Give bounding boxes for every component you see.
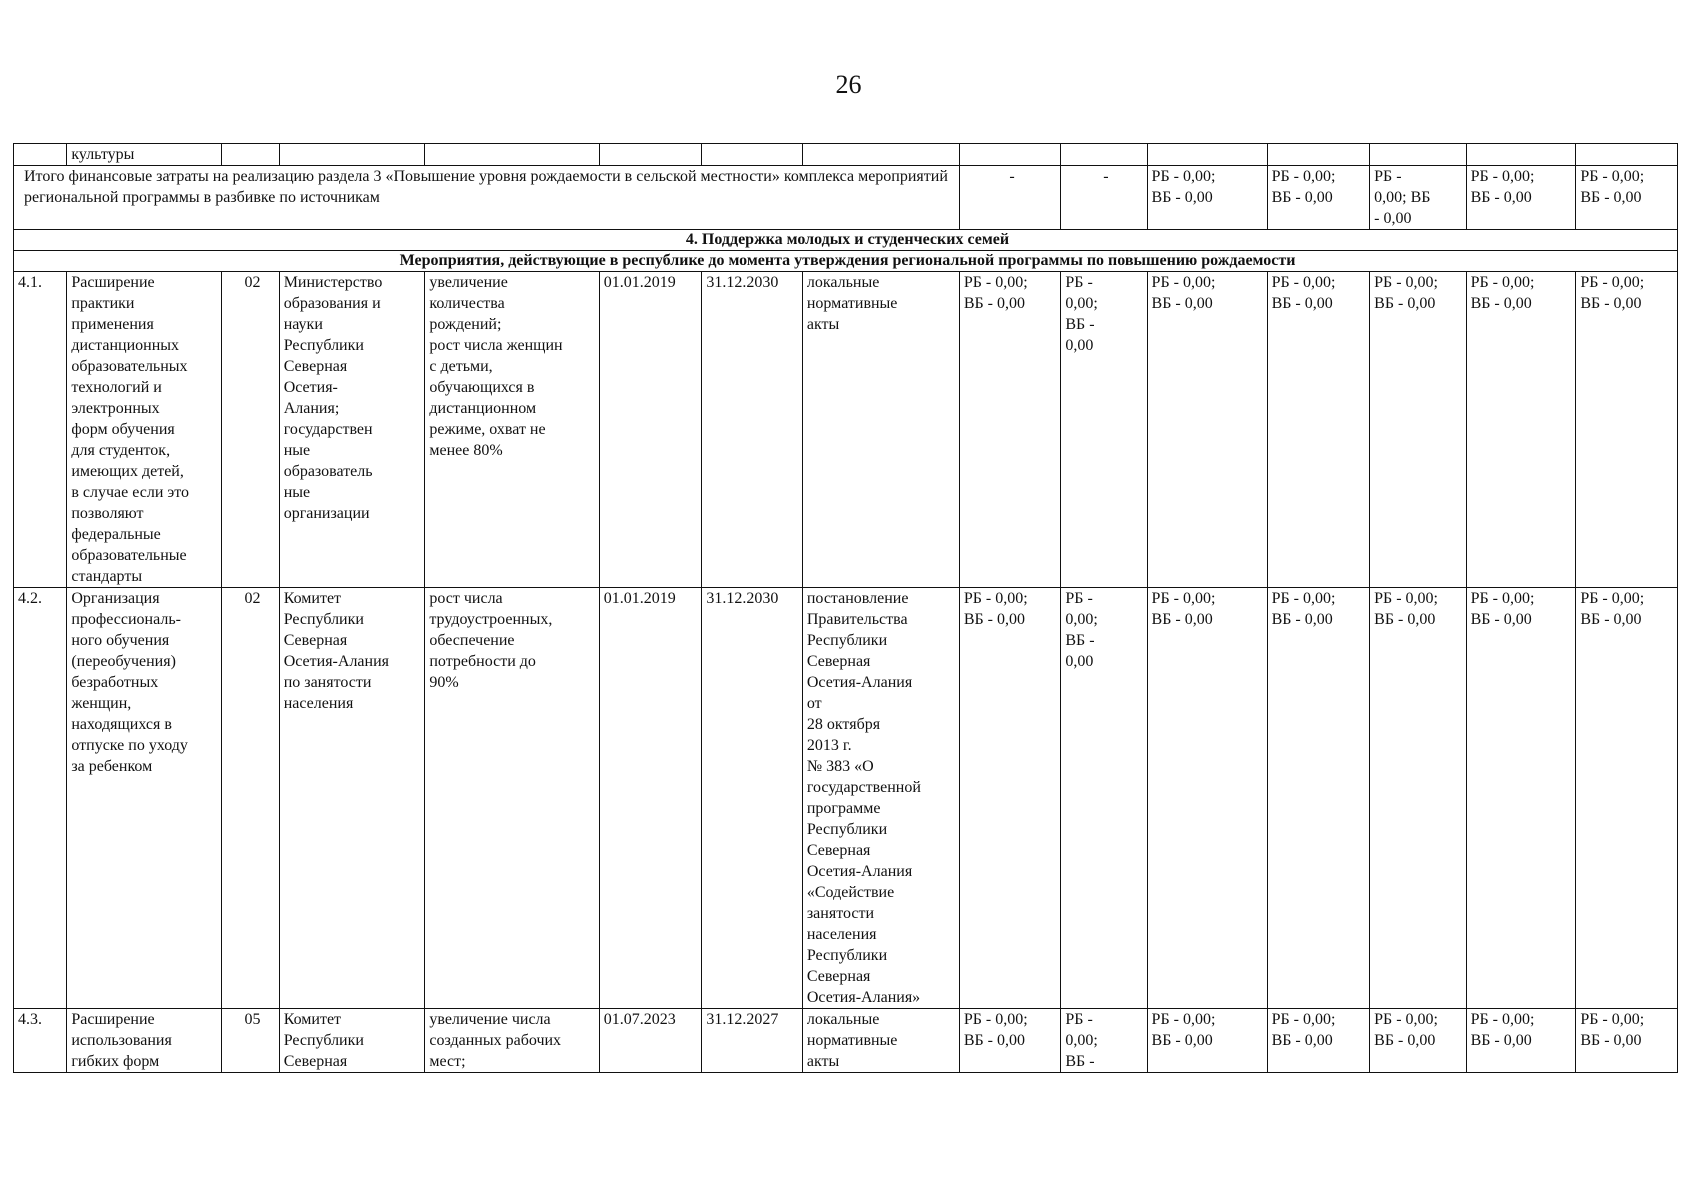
table-row bbox=[14, 144, 1678, 166]
cell-fin: РБ - 0,00; ВБ - 0,00 bbox=[1466, 1009, 1576, 1073]
page-number: 26 bbox=[835, 70, 862, 99]
cell-executor: Министерство образования и науки Республики Северная Осетия- Алания; государствен ные образователь ные организации bbox=[279, 272, 425, 588]
cell-executor: Комитет Республики Северная Осетия-Алания по занятости населения bbox=[279, 588, 425, 1009]
cell-result: увеличение количества рождений; рост числа женщин с детьми, обучающихся в дистанционном режиме, охват не менее 80% bbox=[425, 272, 599, 588]
table-row bbox=[14, 1009, 1678, 1073]
cell-num: 4.2. bbox=[14, 588, 67, 1009]
total-fin-cell: - bbox=[1061, 166, 1147, 230]
cell-fin: РБ - 0,00; ВБ - 0,00 bbox=[1576, 272, 1678, 588]
section-heading-row bbox=[14, 230, 1678, 251]
cell-fin: РБ - 0,00; ВБ - 0,00 bbox=[1267, 272, 1370, 588]
cell-executor: Комитет Республики Северная bbox=[279, 1009, 425, 1073]
cell-start-date: 01.07.2023 bbox=[599, 1009, 702, 1073]
total-fin-cell: РБ - 0,00; ВБ - 0,00 bbox=[1370, 166, 1466, 230]
cell-start-date: 01.01.2019 bbox=[599, 272, 702, 588]
cell-basis: постановление Правительства Республики Северная Осетия-Алания от 28 октября 2013 г. № 383 «О государственной программе Республики Северная Осетия-Алания «Содействие занятости населения Республики Северная Осетия-Алания» bbox=[802, 588, 959, 1009]
cell-code: 02 bbox=[222, 588, 279, 1009]
cell-fin: РБ - 0,00; ВБ - bbox=[1061, 1009, 1147, 1073]
section-heading: 4. Поддержка молодых и студенческих семей bbox=[14, 230, 1678, 251]
cell-fin: РБ - 0,00; ВБ - 0,00 bbox=[1576, 1009, 1678, 1073]
cell-name: культуры bbox=[67, 144, 222, 166]
cell-num: 4.1. bbox=[14, 272, 67, 588]
cell-code: 02 bbox=[222, 272, 279, 588]
cell-fin: РБ - 0,00; ВБ - 0,00 bbox=[1147, 588, 1267, 1009]
cell-basis: локальные нормативные акты bbox=[802, 272, 959, 588]
total-fin-cell: РБ - 0,00; ВБ - 0,00 bbox=[1267, 166, 1370, 230]
cell-basis: локальные нормативные акты bbox=[802, 1009, 959, 1073]
cell-fin: РБ - 0,00; ВБ - 0,00 bbox=[1267, 588, 1370, 1009]
cell-fin: РБ - 0,00; ВБ - 0,00 bbox=[959, 588, 1061, 1009]
cell-fin: РБ - 0,00; ВБ - 0,00 bbox=[1370, 588, 1466, 1009]
cell-fin: РБ - 0,00; ВБ - 0,00 bbox=[1147, 1009, 1267, 1073]
subsection-heading: Мероприятия, действующие в республике до момента утверждения региональной программы по повышению рождаемости bbox=[14, 251, 1678, 272]
program-table bbox=[13, 143, 1678, 1073]
cell-end-date: 31.12.2027 bbox=[702, 1009, 803, 1073]
cell-fin: РБ - 0,00; ВБ - 0,00 bbox=[1576, 588, 1678, 1009]
cell-fin: РБ - 0,00; ВБ - 0,00 bbox=[959, 272, 1061, 588]
table-row bbox=[14, 588, 1678, 1009]
cell-name: Организация профессиональ- ного обучения (переобучения) безработных женщин, находящихся в отпуске по уходу за ребенком bbox=[67, 588, 222, 1009]
cell-fin: РБ - 0,00; ВБ - 0,00 bbox=[1466, 588, 1576, 1009]
cell-result: увеличение числа созданных рабочих мест; bbox=[425, 1009, 599, 1073]
total-row bbox=[14, 166, 1678, 230]
total-fin-cell: - bbox=[959, 166, 1061, 230]
cell-name: Расширение практики применения дистанционных образовательных технологий и электронных форм обучения для студенток, имеющих детей, в случае если это позволяют федеральные образовательные стандарты bbox=[67, 272, 222, 588]
cell-fin: РБ - 0,00; ВБ - 0,00 bbox=[1370, 272, 1466, 588]
total-label: Итого финансовые затраты на реализацию раздела 3 «Повышение уровня рождаемости в сельской местности» комплекса мероприятий региональной программы в разбивке по источникам bbox=[14, 166, 960, 230]
total-fin-cell: РБ - 0,00; ВБ - 0,00 bbox=[1147, 166, 1267, 230]
total-fin-cell: РБ - 0,00; ВБ - 0,00 bbox=[1576, 166, 1678, 230]
cell-fin: РБ - 0,00; ВБ - 0,00 bbox=[1061, 272, 1147, 588]
cell-fin: РБ - 0,00; ВБ - 0,00 bbox=[1466, 272, 1576, 588]
cell-fin: РБ - 0,00; ВБ - 0,00 bbox=[1370, 1009, 1466, 1073]
cell-code: 05 bbox=[222, 1009, 279, 1073]
cell-fin: РБ - 0,00; ВБ - 0,00 bbox=[959, 1009, 1061, 1073]
subsection-heading-row bbox=[14, 251, 1678, 272]
cell-fin: РБ - 0,00; ВБ - 0,00 bbox=[1147, 272, 1267, 588]
cell-num: 4.3. bbox=[14, 1009, 67, 1073]
cell-fin: РБ - 0,00; ВБ - 0,00 bbox=[1267, 1009, 1370, 1073]
table-row bbox=[14, 272, 1678, 588]
total-fin-cell: РБ - 0,00; ВБ - 0,00 bbox=[1466, 166, 1576, 230]
cell-fin: РБ - 0,00; ВБ - 0,00 bbox=[1061, 588, 1147, 1009]
cell-start-date: 01.01.2019 bbox=[599, 588, 702, 1009]
cell-end-date: 31.12.2030 bbox=[702, 588, 803, 1009]
cell-num bbox=[14, 144, 67, 166]
cell-result: рост числа трудоустроенных, обеспечение потребности до 90% bbox=[425, 588, 599, 1009]
cell-name: Расширение использования гибких форм bbox=[67, 1009, 222, 1073]
cell-end-date: 31.12.2030 bbox=[702, 272, 803, 588]
